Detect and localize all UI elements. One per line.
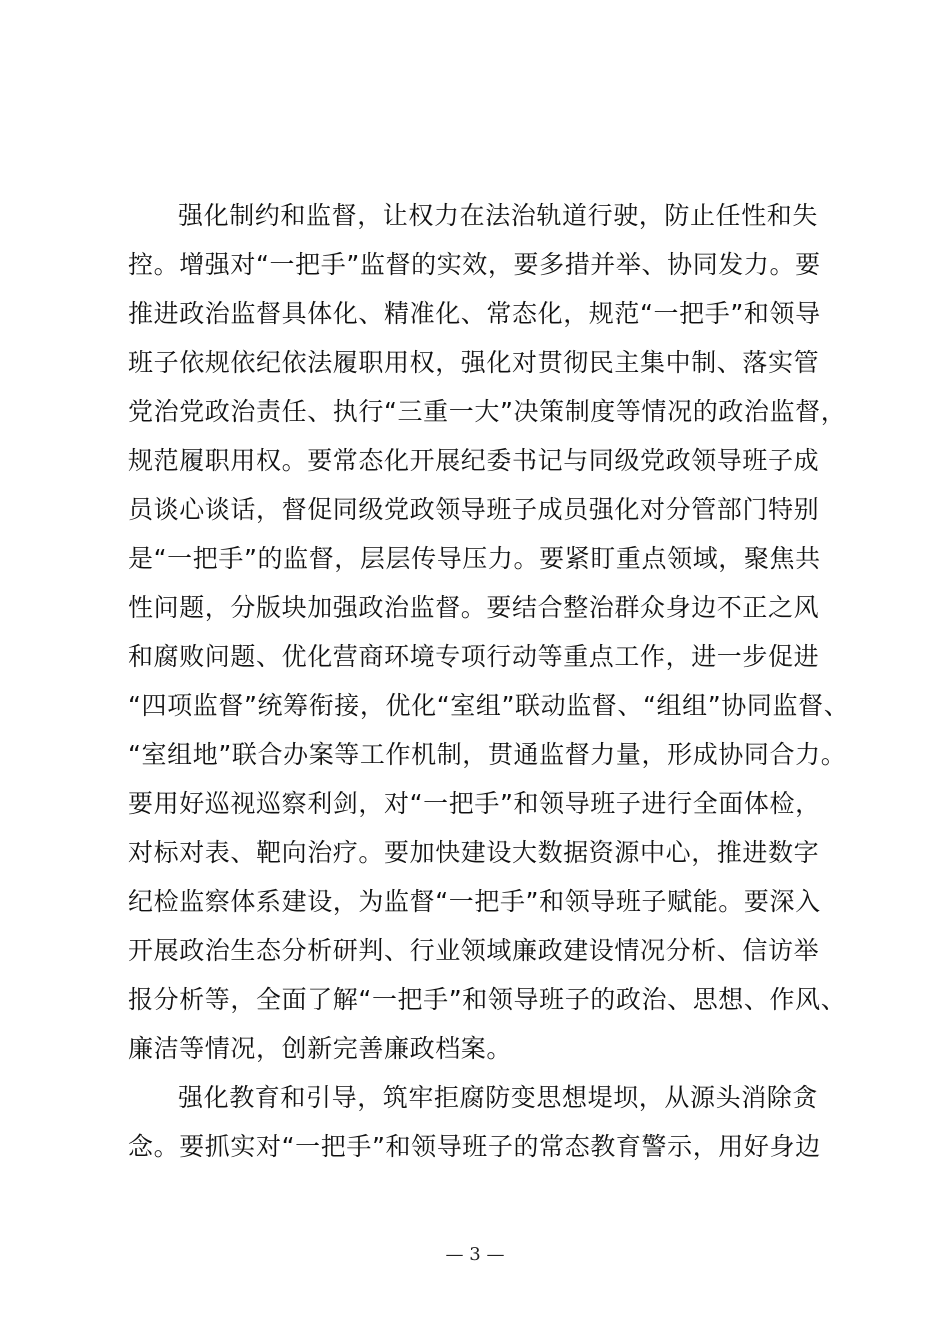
text-line: 强化制约和监督，让权力在法治轨道行驶，防止任性和失 (178, 201, 819, 230)
paragraph-2 (128, 1073, 838, 1171)
paragraph-1 (128, 191, 850, 1073)
text-line: 纪检监察体系建设，为监督“一把手”和领导班子赋能。要深入 (128, 887, 821, 916)
text-line: 性问题，分版块加强政治监督。要结合整治群众身边不正之风 (128, 593, 820, 622)
text-line: 报分析等，全面了解“一把手”和领导班子的政治、思想、作风、 (128, 985, 847, 1014)
text-line: “四项监督”统筹衔接，优化“室组”联动监督、“组组”协同监督、 (128, 691, 850, 720)
text-line: 开展政治生态分析研判、行业领域廉政建设情况分析、信访举 (128, 936, 820, 965)
text-line: 推进政治监督具体化、精准化、常态化，规范“一把手”和领导 (128, 299, 821, 328)
text-line: 党治党政治责任、执行“三重一大”决策制度等情况的政治监督， (128, 397, 847, 426)
text-line: 强化教育和引导，筑牢拒腐防变思想堤坝，从源头消除贪 (178, 1083, 819, 1112)
text-line: “室组地”联合办案等工作机制，贯通监督力量，形成协同合力。 (128, 740, 847, 769)
text-line: 念。要抓实对“一把手”和领导班子的常态教育警示，用好身边 (128, 1132, 821, 1161)
text-line: 要用好巡视巡察利剑，对“一把手”和领导班子进行全面体检， (128, 789, 821, 818)
text-line: 和腐败问题、优化营商环境专项行动等重点工作，进一步促进 (128, 642, 820, 671)
page-number: — 3 — (445, 1244, 505, 1265)
body-text (128, 191, 850, 1171)
text-line: 对标对表、靶向治疗。要加快建设大数据资源中心，推进数字 (128, 838, 820, 867)
text-line: 控。增强对“一把手”监督的实效，要多措并举、协同发力。要 (128, 250, 821, 279)
text-line: 员谈心谈话，督促同级党政领导班子成员强化对分管部门特别 (128, 495, 820, 524)
text-line: 规范履职用权。要常态化开展纪委书记与同级党政领导班子成 (128, 446, 820, 475)
text-line: 班子依规依纪依法履职用权，强化对贯彻民主集中制、落实管 (128, 348, 820, 377)
text-line: 是“一把手”的监督，层层传导压力。要紧盯重点领域，聚焦共 (128, 544, 821, 573)
text-line: 廉洁等情况，创新完善廉政档案。 (128, 1034, 513, 1063)
